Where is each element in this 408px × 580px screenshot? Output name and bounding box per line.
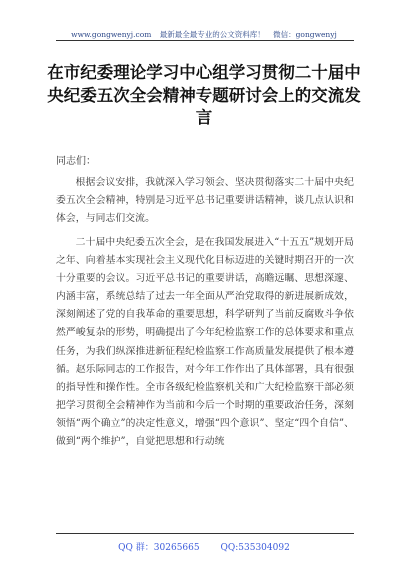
salutation: 同志们： — [56, 156, 96, 167]
header-slogan: 最新最全最专业的公文资料库！ — [159, 30, 265, 39]
header-wechat: 微信：gongwenyj — [273, 30, 337, 39]
footer-divider — [56, 533, 354, 534]
page-footer — [0, 540, 408, 553]
footer-qq: QQ:535304092 — [220, 543, 290, 553]
body-paragraph: 根据会议安排，我就深入学习领会、坚决贯彻落实二十届中央纪委五次全会精神，特别是习近平总书记重要讲话精神，谈几点认识和体会，与同志们交流。 — [56, 177, 354, 225]
footer-qq-group: QQ 群：30265665 — [118, 543, 200, 553]
page-header — [0, 0, 408, 42]
header-divider — [56, 40, 354, 41]
body-paragraph: 二十届中央纪委五次全会，是在我国发展进入“十五五”规划开局之年、向着基本实现社会主义现代化目标迈进的关键时期召开的一次十分重要的会议。习近平总书记的重要讲话，高瞻远瞩、思想深邃、内涵丰富，系统总结了过去一年全面从严治党取得的新进展新成效，深刻阐述了党的自我革命的重要思想，科学研判了当前反腐败斗争依然严峻复杂的形势，明确提出了今年纪检监察工作的总体要求和重点任务，为我们纵深推进新征程纪检监察工作高质量发展提供了根本遵循。赵乐际同志的工作报告，对今年工作作出了具体部署，具有很强的指导性和操作性。全市各级纪检监察机关和广大纪检监察干部必须把学习贯彻全会精神作为当前和今后一个时期的重要政治任务，深刻领悟“两个确立”的决定性意义，增强“四个意识”、坚定“四个自信”、做到“两个维护”，自觉把思想和行动统 — [56, 237, 354, 448]
header-banner — [0, 29, 408, 40]
site-link[interactable]: www.gongwenyj.com — [71, 30, 152, 39]
document-title: 在市纪委理论学习中心组学习贯彻二十届中央纪委五次全会精神专题研讨会上的交流发言 — [47, 63, 361, 127]
